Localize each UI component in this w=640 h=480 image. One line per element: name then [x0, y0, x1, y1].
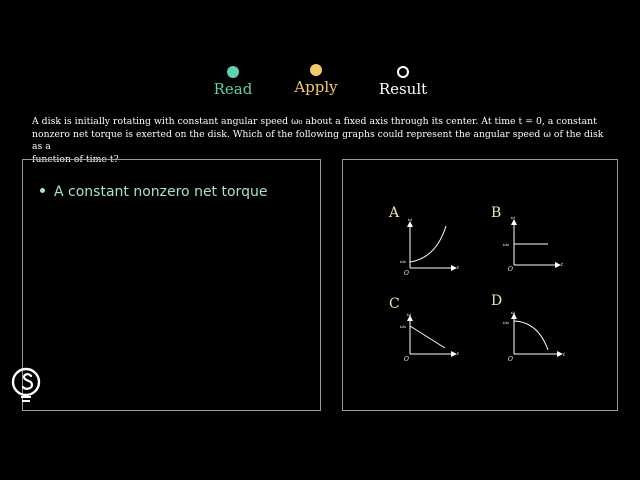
graph-a-intercept: ω₀ [400, 259, 407, 265]
note-item-text: A constant nonzero net torque [54, 184, 268, 200]
graph-d[interactable] [491, 293, 566, 363]
graph-a[interactable] [388, 205, 460, 277]
lightbulb-logo-icon [10, 366, 46, 406]
graph-b[interactable] [491, 205, 564, 273]
question-line-1: A disk is initially rotating with constant angular speed ω₀ about a fixed axis through its center. At time t = 0, a constant [32, 116, 597, 127]
graph-c-intercept: ω₀ [400, 324, 407, 330]
graph-d-xlabel: t [563, 352, 566, 358]
step-result-label: Result [378, 80, 428, 98]
graph-d-intercept: ω₀ [503, 320, 510, 326]
graph-c-label: C [389, 296, 400, 312]
graph-b-xlabel: t [561, 262, 564, 268]
graph-a-ylabel: ω [408, 217, 413, 223]
graph-b-intercept: ω₀ [503, 242, 510, 248]
graph-c-ylabel: ω [407, 312, 412, 318]
graph-d-ylabel: ω [511, 310, 516, 316]
question-line-2: nonzero net torque is exerted on the disk. Which of the following graphs could represent the angular speed ω of the disk as a [32, 128, 604, 152]
graph-a-xlabel: t [457, 265, 460, 271]
step-read-label: Read [213, 80, 253, 98]
graph-b-ylabel: ω [511, 215, 516, 221]
graph-c-xlabel: t [457, 351, 460, 357]
graph-c-curve [410, 326, 445, 348]
graph-b-label: B [491, 205, 502, 221]
graph-d-origin: O [508, 356, 513, 363]
question-line-3: function of time t? [32, 153, 119, 165]
step-apply-label: Apply [294, 78, 338, 96]
graph-c[interactable] [389, 296, 460, 363]
graph-a-origin: O [404, 270, 409, 277]
graph-a-label: A [389, 205, 400, 221]
graph-c-origin: O [404, 356, 409, 363]
graph-d-curve [514, 321, 548, 350]
graph-b-origin: O [508, 266, 513, 273]
graph-d-label: D [491, 293, 503, 309]
graph-a-curve [410, 226, 446, 262]
